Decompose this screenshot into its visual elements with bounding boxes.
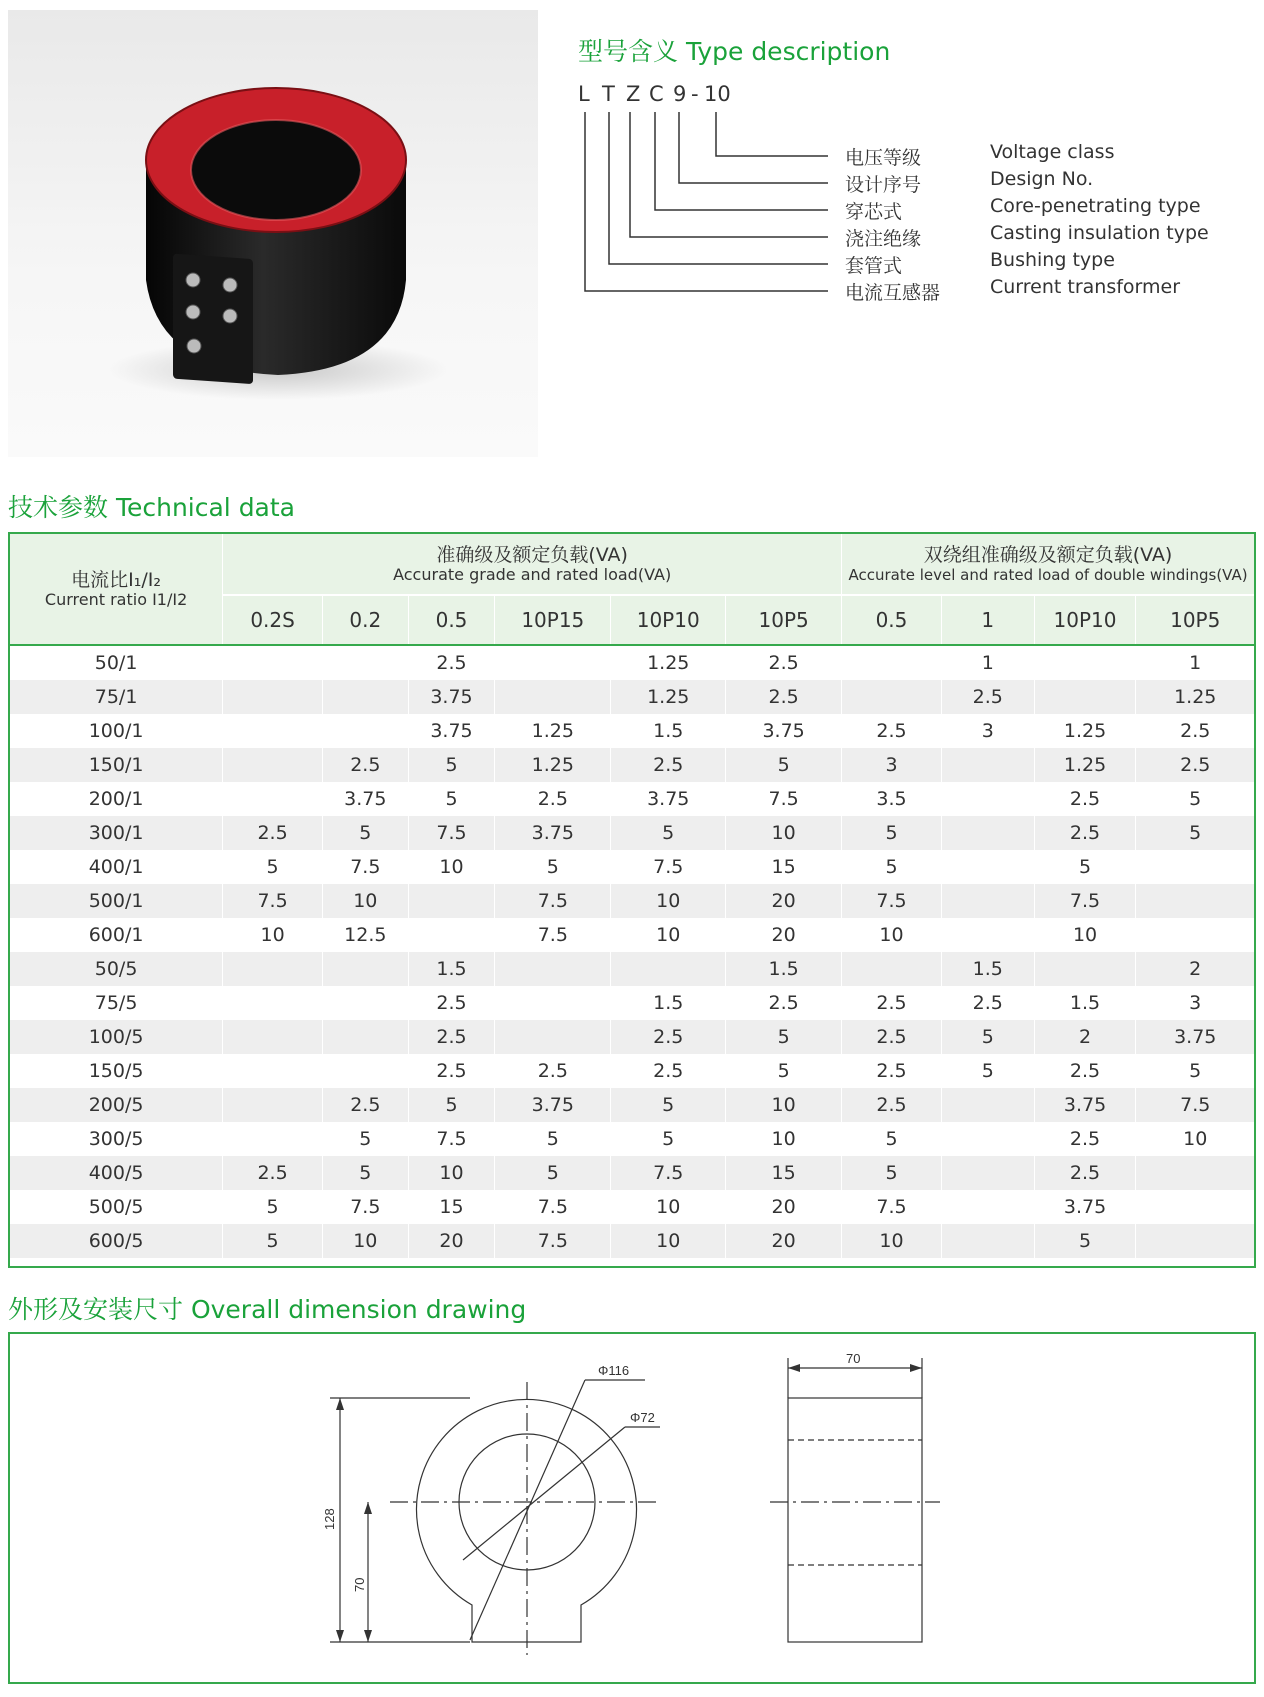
code-letter-l: L (578, 82, 590, 106)
load-cell: 3.75 (322, 782, 408, 816)
column-header-10: 10P5 (1136, 595, 1254, 645)
load-cell: 2.5 (726, 645, 842, 680)
load-cell: 5 (495, 1156, 611, 1190)
code-dash: - (691, 82, 699, 106)
dimension-drawing (0, 1330, 1264, 1690)
load-cell: 2.5 (842, 1054, 942, 1088)
load-cell: 5 (611, 1088, 726, 1122)
code-letter-c: C (649, 82, 664, 106)
load-cell: 2.5 (1034, 1156, 1136, 1190)
load-cell (223, 1020, 323, 1054)
load-cell: 2.5 (842, 1020, 942, 1054)
load-cell: 10 (726, 1088, 842, 1122)
load-cell: 5 (941, 1020, 1034, 1054)
load-cell (322, 952, 408, 986)
technical-table-body (10, 645, 1254, 1258)
load-cell: 2.5 (495, 782, 611, 816)
load-cell (223, 952, 323, 986)
load-cell: 3.75 (726, 714, 842, 748)
table-row (10, 952, 1254, 986)
load-cell (1136, 1224, 1254, 1258)
width-label: 70 (846, 1351, 861, 1366)
legend-en-casting: Casting insulation type (990, 222, 1209, 244)
table-row (10, 1088, 1254, 1122)
table-row (10, 1020, 1254, 1054)
load-cell: 10 (611, 884, 726, 918)
column-header-7: 0.5 (842, 595, 942, 645)
load-cell: 7.5 (611, 850, 726, 884)
load-cell: 5 (842, 1122, 942, 1156)
technical-data-table (10, 534, 1254, 1258)
load-cell: 5 (842, 1156, 942, 1190)
load-cell: 7.5 (408, 1122, 495, 1156)
load-cell: 10 (408, 850, 495, 884)
load-cell (223, 680, 323, 714)
load-cell: 7.5 (495, 884, 611, 918)
code-letter-t: T (602, 82, 615, 106)
load-cell: 10 (1136, 1122, 1254, 1156)
load-cell: 2.5 (1136, 748, 1254, 782)
load-cell (1136, 918, 1254, 952)
load-cell: 2 (1136, 952, 1254, 986)
ratio-cell: 400/5 (10, 1156, 223, 1190)
load-cell: 5 (223, 1224, 323, 1258)
load-cell: 1.25 (1136, 680, 1254, 714)
load-cell: 10 (611, 1224, 726, 1258)
legend-zh-core: 穿芯式 (845, 201, 903, 223)
ratio-cell: 400/1 (88, 856, 144, 878)
load-cell: 3.75 (408, 680, 495, 714)
ratio-cell: 50/5 (10, 952, 223, 986)
load-cell (941, 1088, 1034, 1122)
ratio-header (10, 534, 223, 645)
column-header-6: 10P5 (726, 595, 842, 645)
legend-en-ct: Current transformer (990, 276, 1181, 298)
load-cell: 1.25 (611, 680, 726, 714)
load-cell: 20 (726, 918, 842, 952)
load-cell (941, 1224, 1034, 1258)
load-cell (941, 884, 1034, 918)
load-cell: 10 (322, 884, 408, 918)
load-cell: 7.5 (322, 850, 408, 884)
table-row (10, 680, 1254, 714)
load-cell: 2.5 (842, 714, 942, 748)
load-cell: 7.5 (1136, 1088, 1254, 1122)
load-cell: 5 (726, 1020, 842, 1054)
ratio-cell: 600/5 (10, 1224, 223, 1258)
load-cell (223, 1088, 323, 1122)
legend-zh-voltage: 电压等级 (845, 147, 922, 169)
load-cell: 15 (726, 850, 842, 884)
table-row (10, 816, 1254, 850)
load-cell: 5 (842, 816, 942, 850)
load-cell: 5 (408, 782, 495, 816)
load-cell: 2.5 (842, 986, 942, 1020)
load-cell: 5 (726, 748, 842, 782)
load-cell: 5 (1034, 850, 1136, 884)
load-cell: 7.5 (223, 884, 323, 918)
group1-header-en: Accurate grade and rated load(VA) (393, 565, 672, 584)
load-cell: 2.5 (223, 816, 323, 850)
load-cell (1034, 952, 1136, 986)
code-letter-z: Z (626, 82, 641, 106)
load-cell: 3.75 (495, 1088, 611, 1122)
load-cell: 20 (726, 884, 842, 918)
table-row (10, 884, 1254, 918)
load-cell: 15 (408, 1190, 495, 1224)
load-cell: 5 (941, 1054, 1034, 1088)
load-cell: 1.25 (495, 748, 611, 782)
load-cell (1034, 680, 1136, 714)
load-cell (223, 645, 323, 680)
ratio-cell: 150/1 (10, 748, 223, 782)
load-cell: 10 (611, 1190, 726, 1224)
load-cell: 3 (941, 714, 1034, 748)
load-cell (223, 986, 323, 1020)
load-cell (1136, 1156, 1254, 1190)
code-voltage: 10 (704, 82, 731, 106)
load-cell: 3.5 (842, 782, 942, 816)
outer-diameter-label: Φ116 (598, 1363, 630, 1378)
load-cell: 2.5 (223, 1156, 323, 1190)
ratio-cell: 600/1 (88, 924, 144, 946)
ratio-cell: 500/1 (10, 884, 223, 918)
load-cell: 7.5 (495, 1224, 611, 1258)
load-cell: 1 (941, 645, 1034, 680)
load-cell: 2.5 (842, 1088, 942, 1122)
table-row (10, 850, 1254, 884)
load-cell: 20 (726, 1224, 842, 1258)
load-cell: 1.25 (1034, 748, 1136, 782)
height-center-label: 70 (352, 1577, 367, 1592)
load-cell: 1.5 (408, 952, 495, 986)
load-cell (941, 850, 1034, 884)
load-cell (322, 714, 408, 748)
legend-zh-ct: 电流互感器 (845, 282, 941, 304)
load-cell: 7.5 (1034, 884, 1136, 918)
load-cell: 20 (408, 1224, 495, 1258)
load-cell: 1.5 (1034, 986, 1136, 1020)
table-row (10, 645, 1254, 680)
load-cell: 5 (408, 1088, 495, 1122)
group2-header-zh: 双绕组准确级及额定负载(VA) (923, 544, 1173, 566)
load-cell: 2.5 (322, 1088, 408, 1122)
load-cell: 3.75 (1034, 1088, 1136, 1122)
ratio-cell: 50/1 (10, 645, 223, 680)
load-cell (842, 645, 942, 680)
load-cell (495, 986, 611, 1020)
column-header-3: 0.5 (408, 595, 495, 645)
technical-data-title: 技术参数 Technical data (8, 493, 295, 522)
group1-header-zh: 准确级及额定负载(VA) (436, 544, 628, 566)
table-row (10, 1224, 1254, 1258)
load-cell: 2.5 (1034, 1122, 1136, 1156)
column-header-4: 10P15 (495, 595, 611, 645)
table-row (10, 1122, 1254, 1156)
ratio-header-en: Current ratio I1/I2 (44, 590, 188, 609)
load-cell: 7.5 (842, 1190, 942, 1224)
load-cell: 3.75 (611, 782, 726, 816)
load-cell: 2.5 (726, 986, 842, 1020)
load-cell (322, 645, 408, 680)
table-row (10, 714, 1254, 748)
ratio-cell: 200/1 (88, 788, 144, 810)
load-cell: 7.5 (495, 1190, 611, 1224)
group1-header (223, 534, 842, 595)
column-header-8: 1 (941, 595, 1034, 645)
load-cell (941, 816, 1034, 850)
load-cell (322, 680, 408, 714)
load-cell: 5 (322, 1122, 408, 1156)
legend-en-core: Core-penetrating type (990, 195, 1201, 217)
load-cell (223, 714, 323, 748)
load-cell: 5 (726, 1054, 842, 1088)
ratio-cell: 100/1 (88, 720, 144, 742)
load-cell (408, 884, 495, 918)
load-cell (223, 1122, 323, 1156)
load-cell (322, 1020, 408, 1054)
legend-zh-design: 设计序号 (845, 174, 922, 196)
load-cell (1136, 884, 1254, 918)
column-header-9: 10P10 (1034, 595, 1136, 645)
load-cell: 7.5 (726, 782, 842, 816)
load-cell: 15 (726, 1156, 842, 1190)
load-cell (941, 1122, 1034, 1156)
load-cell (223, 1054, 323, 1088)
load-cell (495, 645, 611, 680)
load-cell: 2.5 (611, 1020, 726, 1054)
inner-diameter-label: Φ72 (630, 1410, 655, 1425)
load-cell: 10 (408, 1156, 495, 1190)
load-cell: 2.5 (611, 1054, 726, 1088)
load-cell: 5 (322, 1156, 408, 1190)
load-cell: 2.5 (408, 645, 495, 680)
load-cell (941, 748, 1034, 782)
load-cell (408, 918, 495, 952)
ratio-cell: 500/5 (88, 1196, 144, 1218)
load-cell: 1.25 (495, 714, 611, 748)
load-cell (322, 986, 408, 1020)
load-cell: 7.5 (611, 1156, 726, 1190)
ratio-cell: 150/5 (88, 1060, 144, 1082)
dimension-title: 外形及安装尺寸 Overall dimension drawing (8, 1295, 527, 1324)
load-cell (842, 680, 942, 714)
side-outline (788, 1398, 922, 1642)
load-cell: 1.5 (941, 952, 1034, 986)
legend-en-bushing: Bushing type (990, 249, 1115, 271)
ratio-cell: 300/5 (88, 1128, 144, 1150)
load-cell (941, 918, 1034, 952)
table-row (10, 748, 1254, 782)
load-cell (223, 782, 323, 816)
load-cell: 5 (1136, 782, 1254, 816)
load-cell (1136, 1190, 1254, 1224)
load-cell: 10 (726, 1122, 842, 1156)
table-row (10, 1190, 1254, 1224)
load-cell (842, 952, 942, 986)
load-cell: 2 (1034, 1020, 1136, 1054)
table-row (10, 986, 1254, 1020)
load-cell (1034, 645, 1136, 680)
load-cell: 5 (1034, 1224, 1136, 1258)
load-cell: 3.75 (495, 816, 611, 850)
type-description-title: 型号含义 Type description (578, 37, 891, 66)
load-cell: 5 (1136, 816, 1254, 850)
table-row (10, 782, 1254, 816)
table-row (10, 918, 1254, 952)
column-header-2: 0.2 (322, 595, 408, 645)
load-cell: 5 (495, 850, 611, 884)
ratio-cell: 300/1 (10, 816, 223, 850)
load-cell: 2.5 (1034, 782, 1136, 816)
legend-zh-casting: 浇注绝缘 (845, 228, 922, 250)
group2-header (842, 534, 1254, 595)
load-cell (1136, 850, 1254, 884)
load-cell: 2.5 (611, 748, 726, 782)
load-cell: 5 (611, 1122, 726, 1156)
code-digit-9: 9 (673, 82, 687, 106)
ratio-cell: 200/5 (10, 1088, 223, 1122)
load-cell: 10 (611, 918, 726, 952)
load-cell: 2.5 (408, 1054, 495, 1088)
table-row (10, 1054, 1254, 1088)
legend-en-voltage: Voltage class (990, 141, 1115, 163)
load-cell: 2.5 (408, 1020, 495, 1054)
load-cell: 1.5 (726, 952, 842, 986)
ratio-header-zh: 电流比I₁/I₂ (71, 569, 162, 591)
load-cell: 3.75 (1136, 1020, 1254, 1054)
load-cell: 3.75 (408, 714, 495, 748)
load-cell: 10 (223, 918, 323, 952)
load-cell: 2.5 (941, 986, 1034, 1020)
load-cell: 2.5 (495, 1054, 611, 1088)
load-cell (322, 1054, 408, 1088)
load-cell: 2.5 (1136, 714, 1254, 748)
load-cell: 5 (322, 816, 408, 850)
load-cell: 3 (842, 748, 942, 782)
load-cell: 2.5 (408, 986, 495, 1020)
load-cell: 2.5 (1034, 1054, 1136, 1088)
load-cell: 2.5 (1034, 816, 1136, 850)
legend-zh-bushing: 套管式 (845, 255, 903, 277)
load-cell: 7.5 (842, 884, 942, 918)
load-cell: 10 (1034, 918, 1136, 952)
load-cell (495, 680, 611, 714)
load-cell: 2.5 (322, 748, 408, 782)
ratio-cell: 100/5 (10, 1020, 223, 1054)
table-row (10, 1156, 1254, 1190)
group2-header-en: Accurate level and rated load of double windings(VA) (848, 566, 1248, 584)
load-cell: 7.5 (408, 816, 495, 850)
height-total-label: 128 (322, 1508, 337, 1530)
load-cell: 10 (842, 1224, 942, 1258)
ratio-cell: 75/1 (10, 680, 223, 714)
load-cell (941, 1190, 1034, 1224)
load-cell (941, 1156, 1034, 1190)
load-cell: 12.5 (322, 918, 408, 952)
load-cell: 1.5 (611, 714, 726, 748)
load-cell: 1.25 (1034, 714, 1136, 748)
column-header-1: 0.2S (223, 595, 323, 645)
load-cell: 5 (408, 748, 495, 782)
load-cell: 5 (495, 1122, 611, 1156)
load-cell (611, 952, 726, 986)
legend-en-design: Design No. (990, 168, 1094, 190)
load-cell (223, 748, 323, 782)
load-cell: 7.5 (495, 918, 611, 952)
load-cell (495, 1020, 611, 1054)
load-cell: 5 (1136, 1054, 1254, 1088)
ratio-cell: 75/5 (94, 992, 138, 1014)
load-cell: 7.5 (322, 1190, 408, 1224)
load-cell: 1.25 (611, 645, 726, 680)
load-cell: 2.5 (941, 680, 1034, 714)
load-cell: 10 (726, 816, 842, 850)
load-cell: 2.5 (726, 680, 842, 714)
load-cell: 10 (842, 918, 942, 952)
load-cell: 1 (1136, 645, 1254, 680)
load-cell: 1.5 (611, 986, 726, 1020)
load-cell: 3 (1136, 986, 1254, 1020)
load-cell (941, 782, 1034, 816)
load-cell: 3.75 (1034, 1190, 1136, 1224)
load-cell: 5 (223, 1190, 323, 1224)
load-cell: 5 (223, 850, 323, 884)
load-cell (495, 952, 611, 986)
load-cell: 20 (726, 1190, 842, 1224)
load-cell: 5 (842, 850, 942, 884)
column-header-5: 10P10 (611, 595, 726, 645)
load-cell: 5 (611, 816, 726, 850)
load-cell: 10 (322, 1224, 408, 1258)
